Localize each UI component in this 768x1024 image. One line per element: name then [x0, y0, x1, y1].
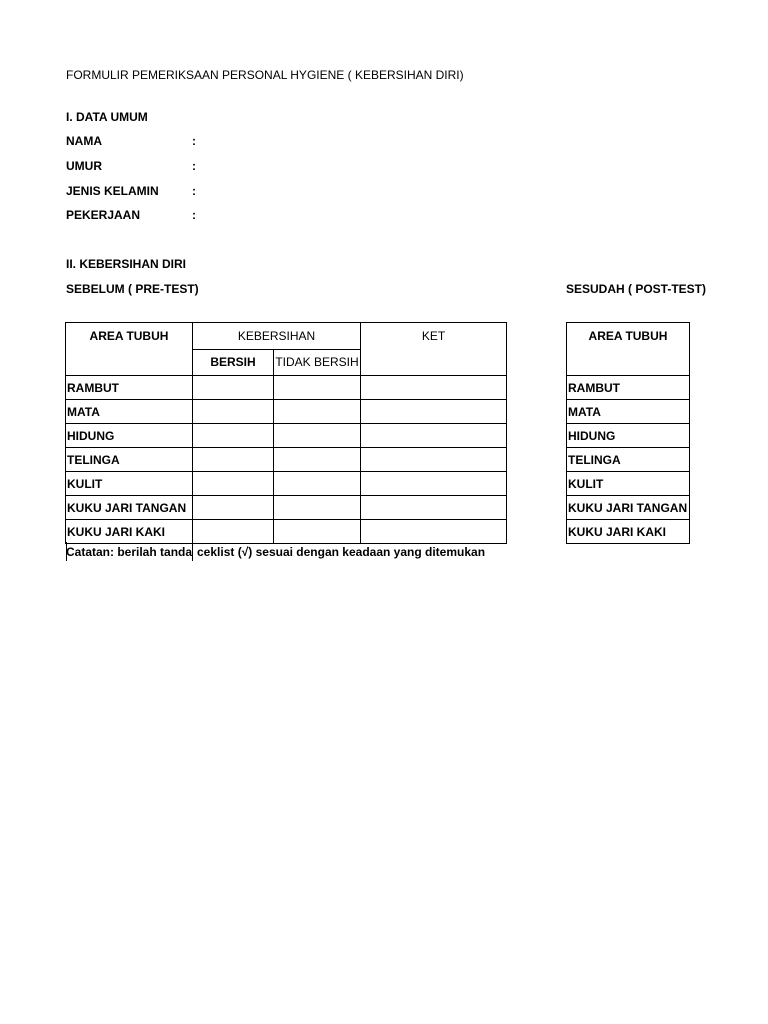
section-data-umum-heading: I. DATA UMUM [66, 110, 148, 124]
cell-ket[interactable] [361, 496, 507, 520]
post-row-label-rambut: RAMBUT [567, 376, 690, 400]
table-row [567, 448, 690, 472]
cell-tidak-bersih[interactable] [274, 400, 361, 424]
table-row [567, 424, 690, 448]
table-row [567, 400, 690, 424]
cell-ket[interactable] [361, 448, 507, 472]
table-row [567, 520, 690, 544]
cell-ket[interactable] [361, 424, 507, 448]
cell-ket[interactable] [361, 472, 507, 496]
table-row [66, 448, 507, 472]
cell-bersih[interactable] [193, 520, 274, 544]
post-test-table [566, 322, 690, 544]
cell-ket[interactable] [361, 400, 507, 424]
row-label-kuku-jari-kaki: KUKU JARI KAKI [66, 520, 193, 544]
cell-bersih[interactable] [193, 472, 274, 496]
table-row [66, 496, 507, 520]
header-tidak-bersih: TIDAK BERSIH [274, 349, 361, 376]
field-label-jenis-kelamin: JENIS KELAMIN [66, 184, 159, 198]
post-test-table-clip [566, 322, 690, 544]
table-row [66, 472, 507, 496]
header-bersih: BERSIH [193, 349, 274, 376]
cell-tidak-bersih[interactable] [274, 496, 361, 520]
row-label-kuku-jari-tangan: KUKU JARI TANGAN [66, 496, 193, 520]
field-sep-umur: : [192, 159, 196, 173]
field-label-pekerjaan: PEKERJAAN [66, 208, 141, 222]
field-label-umur: UMUR [66, 159, 102, 173]
table-row [567, 376, 690, 400]
note-divider [192, 542, 193, 561]
cell-tidak-bersih[interactable] [274, 448, 361, 472]
cell-tidak-bersih[interactable] [274, 472, 361, 496]
table-row [567, 472, 690, 496]
pre-test-table [65, 322, 507, 544]
table-row [66, 424, 507, 448]
post-row-label-mata: MATA [567, 400, 690, 424]
row-label-mata: MATA [66, 400, 193, 424]
post-row-label-kuku-jari-kaki: KUKU JARI KAKI [567, 520, 690, 544]
post-row-label-kuku-jari-tangan: KUKU JARI TANGAN [567, 496, 690, 520]
cell-bersih[interactable] [193, 496, 274, 520]
cell-ket[interactable] [361, 376, 507, 400]
table-row [66, 376, 507, 400]
post-test-label-clip [566, 282, 707, 298]
pre-test-label: SEBELUM ( PRE-TEST) [66, 282, 199, 296]
post-test-label: SESUDAH ( POST-TEST) [566, 282, 707, 296]
cell-ket[interactable] [361, 520, 507, 544]
cell-bersih[interactable] [193, 424, 274, 448]
cell-tidak-bersih[interactable] [274, 424, 361, 448]
post-row-label-kulit: KULIT [567, 472, 690, 496]
cell-bersih[interactable] [193, 400, 274, 424]
note-prefix: Catatan: berilah tanda [66, 545, 193, 559]
post-header-area-tubuh: AREA TUBUH [567, 323, 690, 376]
form-title: FORMULIR PEMERIKSAAN PERSONAL HYGIENE ( KEBERSIHAN DIRI) [66, 68, 464, 82]
table-row [66, 520, 507, 544]
field-label-nama: NAMA [66, 134, 102, 148]
table-row [567, 496, 690, 520]
cell-tidak-bersih[interactable] [274, 376, 361, 400]
header-area-tubuh: AREA TUBUH [66, 323, 193, 376]
section-kebersihan-heading: II. KEBERSIHAN DIRI [66, 257, 187, 271]
cell-bersih[interactable] [193, 448, 274, 472]
post-row-label-hidung: HIDUNG [567, 424, 690, 448]
header-ket: KET [361, 323, 507, 376]
cell-bersih[interactable] [193, 376, 274, 400]
table-row [66, 400, 507, 424]
row-label-kulit: KULIT [66, 472, 193, 496]
row-label-rambut: RAMBUT [66, 376, 193, 400]
row-label-telinga: TELINGA [66, 448, 193, 472]
header-kebersihan: KEBERSIHAN [193, 323, 361, 350]
field-sep-pekerjaan: : [192, 208, 196, 222]
post-row-label-telinga: TELINGA [567, 448, 690, 472]
field-sep-jenis-kelamin: : [192, 184, 196, 198]
field-sep-nama: : [192, 134, 196, 148]
row-label-hidung: HIDUNG [66, 424, 193, 448]
cell-tidak-bersih[interactable] [274, 520, 361, 544]
note-text: ceklist (√) sesuai dengan keadaan yang ditemukan [197, 545, 486, 559]
